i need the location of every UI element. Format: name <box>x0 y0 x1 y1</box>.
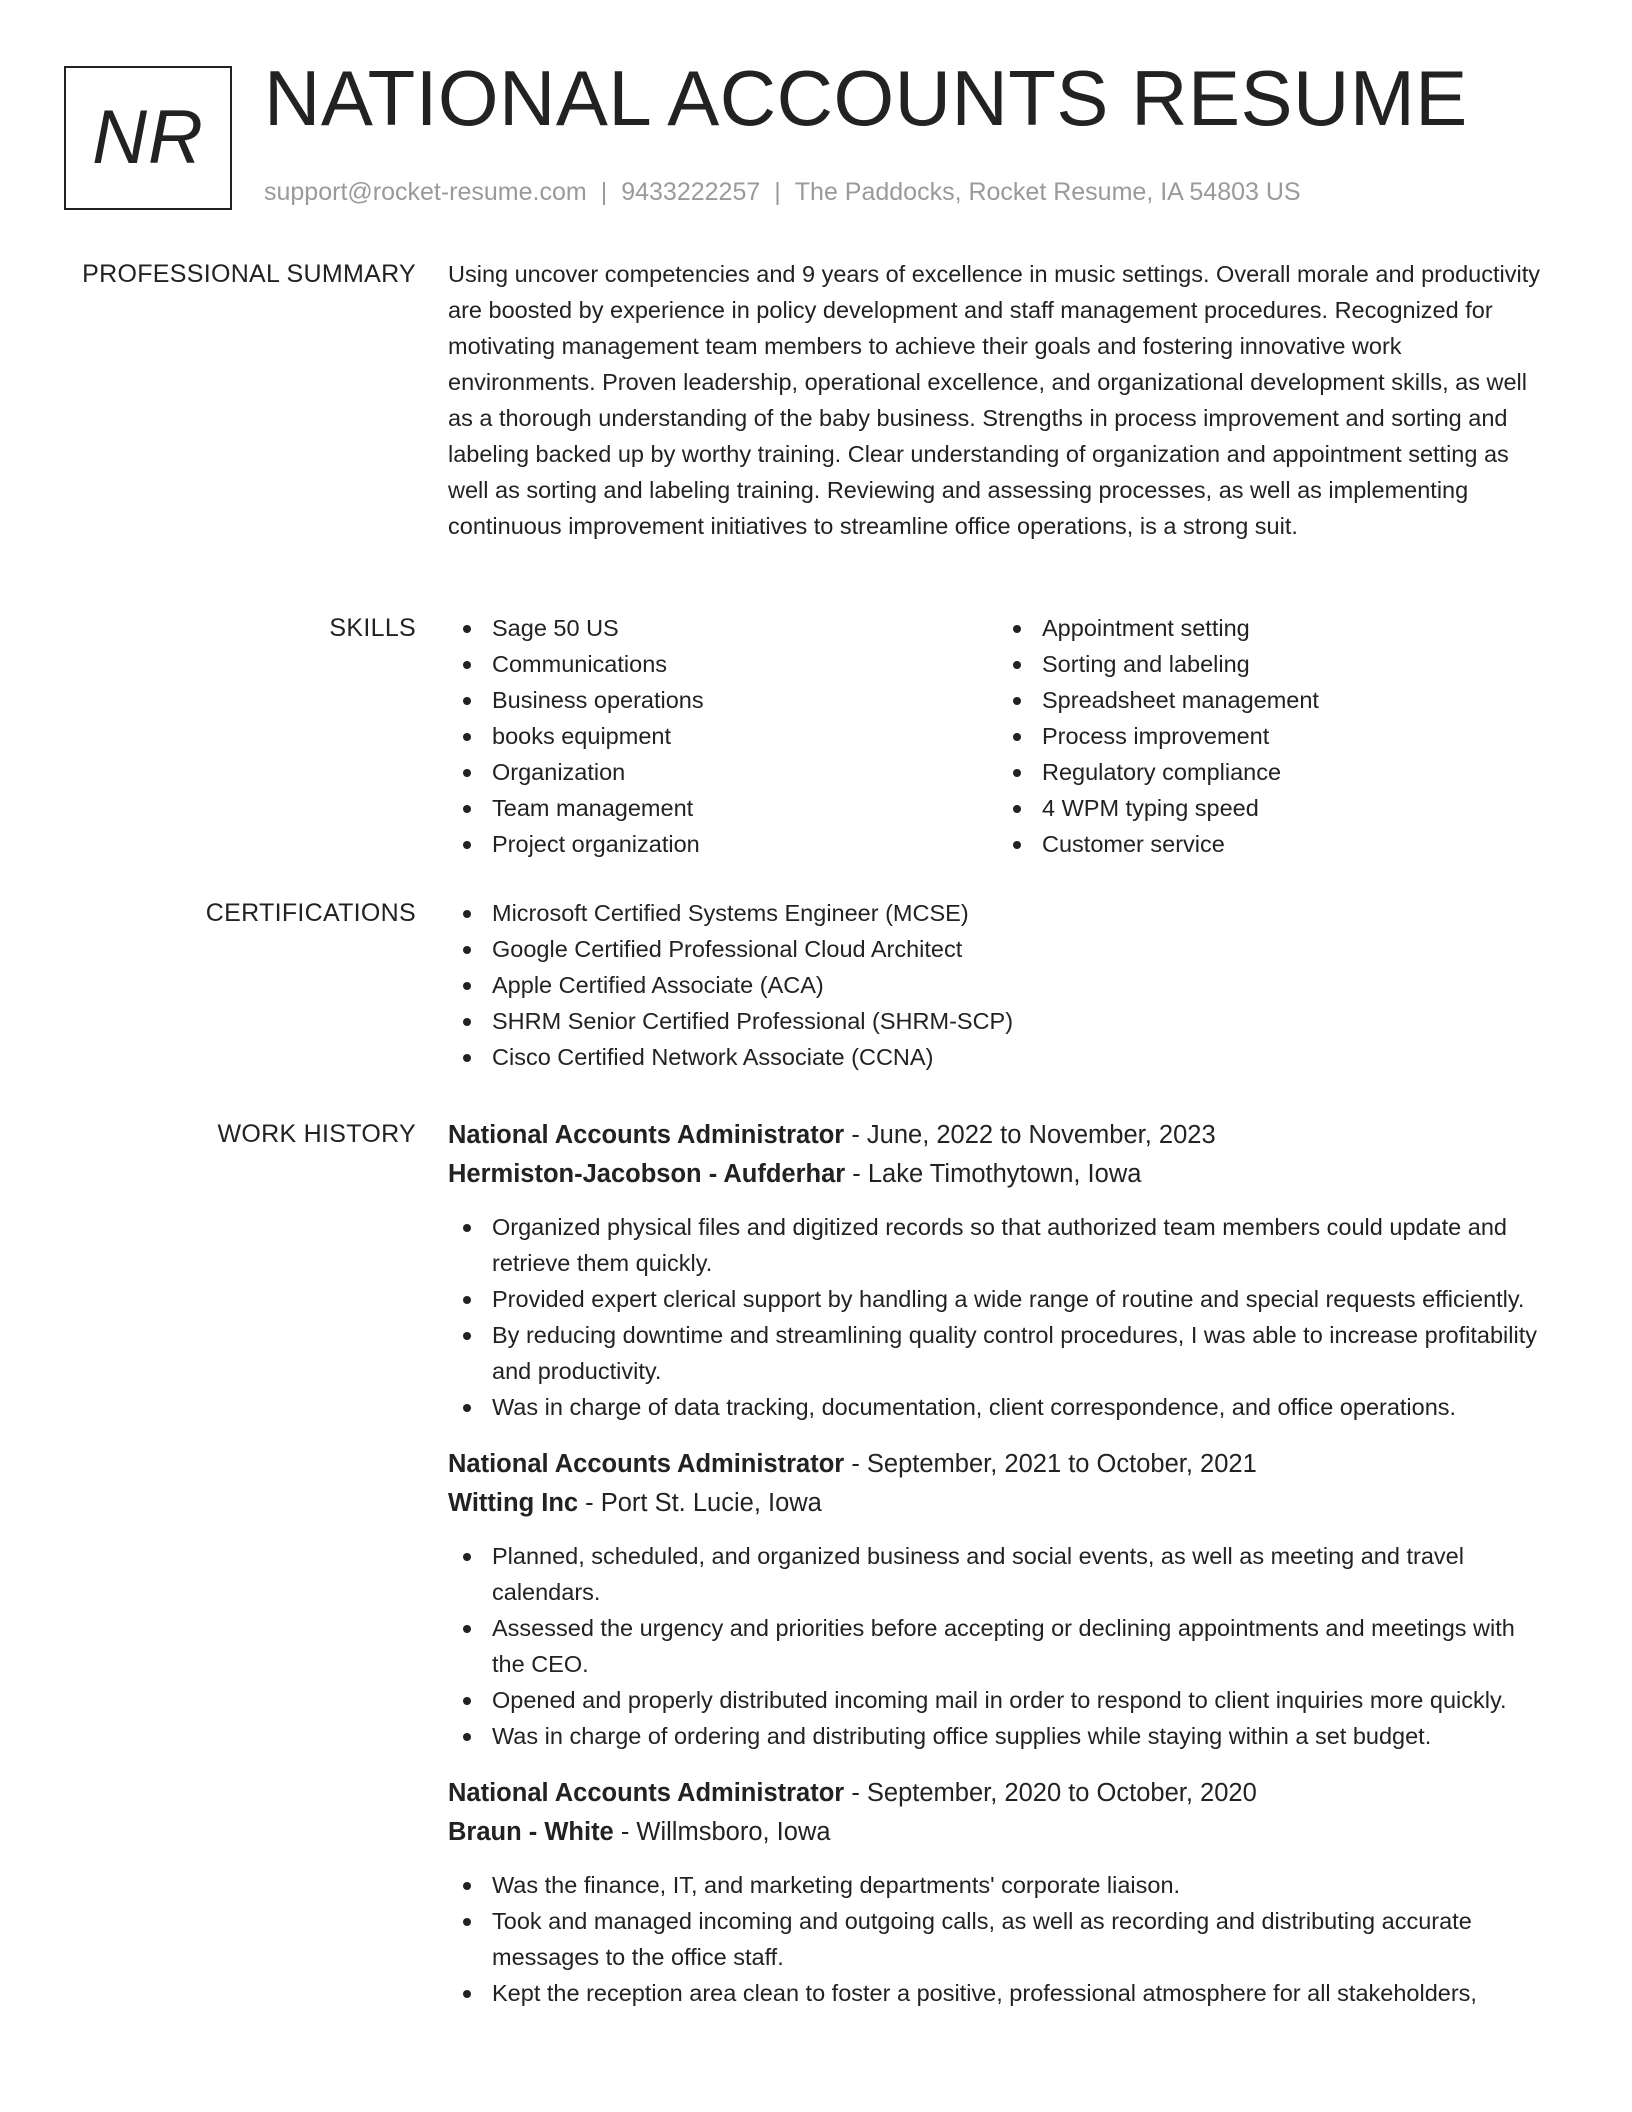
job-entry <box>448 1116 1548 1425</box>
job-entry <box>448 1774 1548 2011</box>
monogram-logo <box>64 66 232 210</box>
contact-separator: | <box>774 178 781 206</box>
job-entry <box>448 1445 1548 1754</box>
job-duty: Was the finance, IT, and marketing departments' corporate liaison. <box>448 1867 1548 1903</box>
job-company-line <box>448 1813 1548 1852</box>
summary-text: Using uncover competencies and 9 years of excellence in music settings. Overall morale and productivity are boosted by experience in policy development and staff management procedures. Recognized for motivating management team members to achieve their goals and fostering innovative work environments. Proven leadership, operational excellence, and organizational development skills, as well as a thorough understanding of the baby business. Strengths in process improvement and sorting and labeling backed up by worthy training. Clear understanding of organization and appointment setting as well as sorting and labeling training. Reviewing and assessing processes, as well as implementing continuous improvement initiatives to streamline office operations, is a strong suit. <box>448 261 1540 539</box>
certifications-list <box>448 895 1548 1075</box>
certification-item: Apple Certified Associate (ACA) <box>448 967 1548 1003</box>
skill-item: Spreadsheet management <box>998 682 1548 718</box>
contact-line <box>264 176 1301 208</box>
job-duty: Provided expert clerical support by handling a wide range of routine and special requests efficiently. <box>448 1281 1548 1317</box>
skill-item: Business operations <box>448 682 998 718</box>
certification-item: Google Certified Professional Cloud Architect <box>448 931 1548 967</box>
job-duty: Was in charge of ordering and distributing office supplies while staying within a set budget. <box>448 1718 1548 1754</box>
skills-list-right <box>998 610 1548 862</box>
contact-email: support@rocket-resume.com <box>264 178 587 206</box>
job-duty: Kept the reception area clean to foster a positive, professional atmosphere for all stakeholders, <box>448 1975 1548 2011</box>
skill-item: Project organization <box>448 826 998 862</box>
skills-heading: SKILLS <box>329 614 416 642</box>
certification-item: Microsoft Certified Systems Engineer (MCSE) <box>448 895 1548 931</box>
job-company: Braun - White <box>448 1818 614 1846</box>
skill-item: Sage 50 US <box>448 610 998 646</box>
skill-item: 4 WPM typing speed <box>998 790 1548 826</box>
job-title-line <box>448 1116 1548 1155</box>
contact-separator: | <box>600 178 608 206</box>
job-duties-list <box>448 1538 1548 1754</box>
skills-list-left <box>448 610 998 862</box>
skill-item: Organization <box>448 754 998 790</box>
certification-item: SHRM Senior Certified Professional (SHRM-SCP) <box>448 1003 1548 1039</box>
monogram-initials: NR <box>92 95 204 180</box>
job-title: National Accounts Administrator <box>448 1450 845 1478</box>
skill-item: books equipment <box>448 718 998 754</box>
certifications-body <box>448 895 1548 1075</box>
job-title: National Accounts Administrator <box>448 1779 845 1807</box>
job-company-line <box>448 1155 1548 1194</box>
job-duties-list <box>448 1209 1548 1425</box>
job-company: Hermiston-Jacobson - Aufderhar <box>448 1160 846 1188</box>
job-title: National Accounts Administrator <box>448 1121 845 1149</box>
job-location: - Willmsboro, Iowa <box>613 1818 831 1846</box>
job-dates: - September, 2021 to October, 2021 <box>844 1450 1257 1478</box>
job-title-line <box>448 1445 1548 1484</box>
job-duties-list <box>448 1867 1548 2011</box>
job-duty: Planned, scheduled, and organized business and social events, as well as meeting and travel calendars. <box>448 1538 1548 1610</box>
work-history-body <box>448 1116 1548 2031</box>
skill-item: Team management <box>448 790 998 826</box>
certification-item: Cisco Certified Network Associate (CCNA) <box>448 1039 1548 1075</box>
certifications-heading: CERTIFICATIONS <box>205 899 416 927</box>
skill-item: Appointment setting <box>998 610 1548 646</box>
job-duty: Took and managed incoming and outgoing calls, as well as recording and distributing accurate messages to the office staff. <box>448 1903 1548 1975</box>
job-dates: - September, 2020 to October, 2020 <box>844 1779 1257 1807</box>
job-duty: Opened and properly distributed incoming mail in order to respond to client inquiries more quickly. <box>448 1682 1548 1718</box>
job-duty: By reducing downtime and streamlining quality control procedures, I was able to increase profitability and productivity. <box>448 1317 1548 1389</box>
work-history-heading: WORK HISTORY <box>217 1120 416 1148</box>
job-company: Witting Inc <box>448 1489 579 1517</box>
skill-item: Customer service <box>998 826 1548 862</box>
skill-item: Communications <box>448 646 998 682</box>
job-duty: Organized physical files and digitized records so that authorized team members could update and retrieve them quickly. <box>448 1209 1548 1281</box>
skills-body <box>448 610 1548 862</box>
job-location: - Lake Timothytown, Iowa <box>845 1160 1142 1188</box>
contact-address: The Paddocks, Rocket Resume, IA 54803 US <box>794 178 1301 206</box>
skill-item: Regulatory compliance <box>998 754 1548 790</box>
job-duty: Was in charge of data tracking, documentation, client correspondence, and office operations. <box>448 1389 1548 1425</box>
skill-item: Process improvement <box>998 718 1548 754</box>
job-dates: - June, 2022 to November, 2023 <box>844 1121 1216 1149</box>
job-duty: Assessed the urgency and priorities before accepting or declining appointments and meetings with the CEO. <box>448 1610 1548 1682</box>
job-title-line <box>448 1774 1548 1813</box>
job-company-line <box>448 1484 1548 1523</box>
skill-item: Sorting and labeling <box>998 646 1548 682</box>
resume-title: NATIONAL ACCOUNTS RESUME <box>264 54 1468 142</box>
contact-phone: 9433222257 <box>621 178 761 206</box>
summary-heading: PROFESSIONAL SUMMARY <box>82 260 416 288</box>
job-location: - Port St. Lucie, Iowa <box>578 1489 822 1517</box>
